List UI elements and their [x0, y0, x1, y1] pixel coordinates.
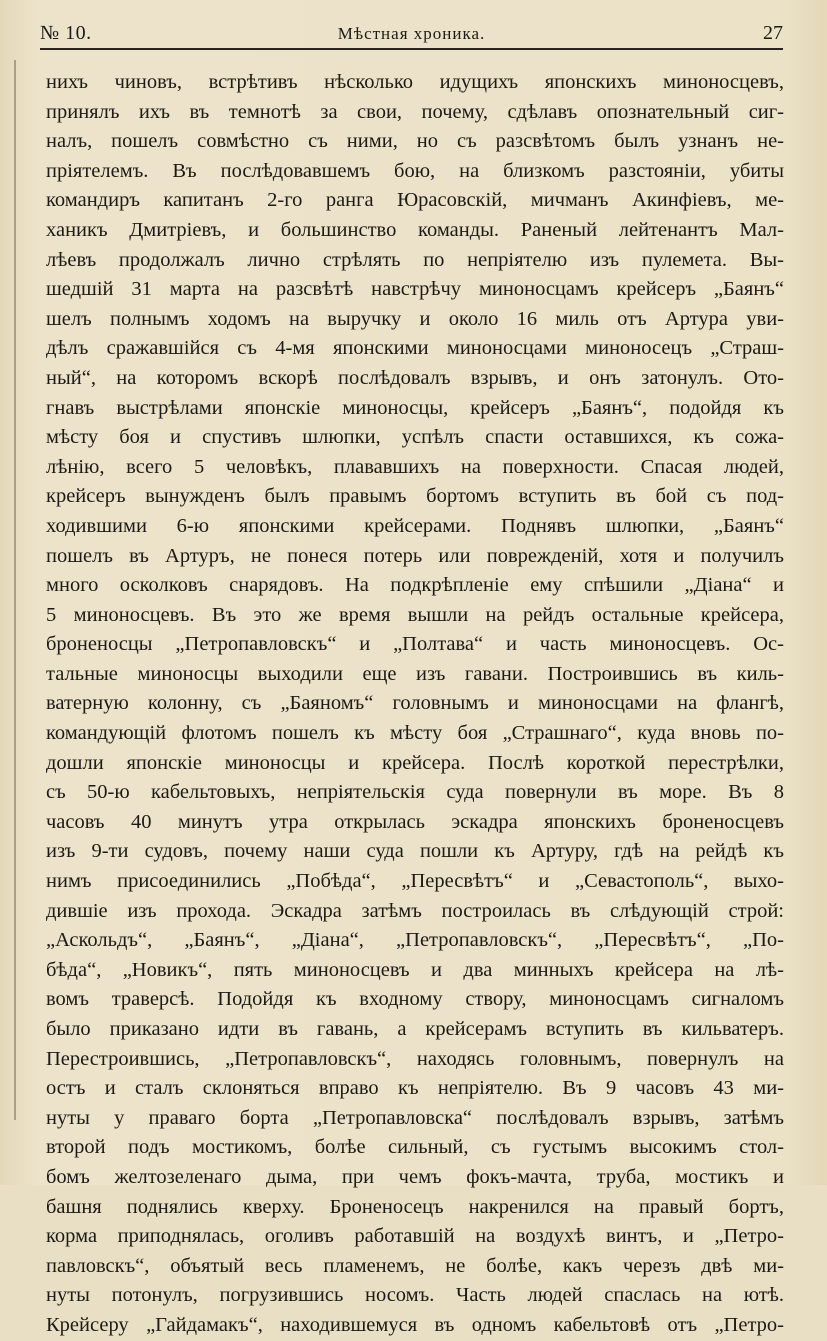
text-line: нуты потонулъ, погрузившись носомъ. Часть людей спаслась на ютѣ. — [46, 1284, 784, 1307]
text-line: гнавъ выстрѣлами японскіе миноносцы, крейсеръ „Баянъ“, подойдя къ — [46, 396, 784, 419]
section-title: Мѣстная хроника. — [337, 24, 486, 43]
text-line: было приказано идти въ гавань, а крейсерамъ вступить въ кильватеръ. — [46, 1018, 784, 1040]
text-line: бѣда“, „Новикъ“, пять миноносцевъ и два минныхъ крейсера на лѣ- — [46, 958, 784, 981]
text-line: корма приподнялась, оголивъ работавшій на воздухѣ винтъ, и „Петро- — [46, 1225, 784, 1248]
page-number: 27 — [763, 22, 783, 44]
text-line: налъ, пошелъ совмѣстно съ ними, но съ разсвѣтомъ былъ узнанъ не- — [46, 130, 784, 153]
article-text — [46, 68, 784, 1341]
text-line: второй подъ мостикомъ, болѣе сильный, съ густымъ высокимъ стол- — [46, 1136, 784, 1159]
text-line: часовъ 40 минутъ утра открылась эскадра японскихъ броненосцевъ — [46, 810, 784, 833]
text-line: пошелъ въ Артуръ, не понеся потерь или поврежденій, хотя и получилъ — [46, 544, 784, 567]
text-line: дошли японскіе миноносцы и крейсера. Послѣ короткой перестрѣлки, — [46, 751, 784, 774]
text-line: 5 миноносцевъ. Въ это же время вышли на рейдъ остальные крейсера, — [46, 603, 784, 626]
text-line: ходившими 6-ю японскими крейсерами. Поднявъ шлюпки, „Баянъ“ — [46, 514, 784, 537]
text-line: нихъ чиновъ, встрѣтивъ нѣсколько идущихъ японскихъ миноносцевъ, — [46, 71, 784, 93]
text-line: вомъ траверсѣ. Подойдя къ входному створу, миноносцамъ сигналомъ — [46, 988, 784, 1011]
text-line: командиръ капитанъ 2-го ранга Юрасовскій, мичманъ Акинфіевъ, ме- — [46, 189, 784, 212]
text-line: ватерную колонну, съ „Баяномъ“ головнымъ и миноносцами на флангѣ, — [46, 692, 784, 715]
text-line: изъ 9-ти судовъ, почему наши суда пошли къ Артуру, гдѣ на рейдѣ къ — [46, 840, 784, 863]
text-line: броненосцы „Петропавловскъ“ и „Полтава“ и часть миноносцевъ. Ос- — [46, 633, 784, 656]
text-line: „Аскольдъ“, „Баянъ“, „Діана“, „Петропавловскъ“, „Пересвѣтъ“, „По- — [46, 929, 784, 952]
running-header — [40, 22, 783, 46]
text-line: остъ и сталъ склоняться вправо къ непріятелю. Въ 9 часовъ 43 ми- — [46, 1077, 784, 1100]
text-line: лѣевъ продолжалъ лично стрѣлять по непріятелю изъ пулемета. Вы- — [46, 248, 784, 271]
text-line: тальные миноносцы выходили еще изъ гавани. Построившись въ киль- — [46, 662, 784, 685]
text-line: башня поднялись кверху. Броненосецъ накренился на правый бортъ, — [46, 1195, 784, 1218]
text-line: лѣнію, всего 5 человѣкъ, плававшихъ на поверхности. Спасая людей, — [46, 455, 784, 478]
issue-number: № 10. — [40, 22, 92, 44]
text-line: мѣсту боя и спустивъ шлюпки, успѣлъ спасти оставшихся, къ сожа- — [46, 426, 784, 449]
text-line: ханикъ Дмитріевъ, и большинство команды. Раненый лейтенантъ Мал- — [46, 218, 784, 241]
text-line: бомъ желтозеленаго дыма, при чемъ фокъ-мачта, труба, мостикъ и — [46, 1165, 784, 1188]
text-line: командующій флотомъ пошелъ къ мѣсту боя „Страшнаго“, куда вновь по- — [46, 722, 784, 745]
page-binding-edge — [14, 60, 16, 1120]
text-line: шедшій 31 марта на разсвѣтѣ навстрѣчу миноносцамъ крейсеръ „Баянъ“ — [46, 278, 784, 301]
text-line: Перестроившись, „Петропавловскъ“, находясь головнымъ, повернулъ на — [46, 1047, 784, 1070]
text-line: принялъ ихъ въ темнотѣ за свои, почему, сдѣлавъ опознательный сиг- — [46, 100, 784, 123]
text-line: нимъ присоединились „Побѣда“, „Пересвѣтъ“ и „Севастополь“, выхо- — [46, 870, 784, 893]
text-line: много осколковъ снарядовъ. На подкрѣпленіе ему спѣшили „Діана“ и — [46, 574, 784, 597]
text-line: Крейсеру „Гайдамакъ“, находившемуся въ одномъ кабельтовѣ отъ „Петро- — [46, 1313, 784, 1336]
text-line: шелъ полнымъ ходомъ на выручку и около 16 миль отъ Артура уви- — [46, 307, 784, 330]
text-line: нуты у праваго борта „Петропавловска“ послѣдовалъ взрывъ, затѣмъ — [46, 1106, 784, 1129]
text-line: съ 50-ю кабельтовыхъ, непріятельскія суда повернули въ море. Въ 8 — [46, 781, 784, 804]
text-line: дѣлъ сражавшійся съ 4-мя японскими миноносцами миноносецъ „Страш- — [46, 337, 784, 360]
text-line: пріятелемъ. Въ послѣдовавшемъ бою, на близкомъ разстояніи, убиты — [46, 159, 784, 182]
text-line: павловскъ“, объятый весь пламенемъ, не болѣе, какъ черезъ двѣ ми- — [46, 1254, 784, 1277]
text-line: крейсеръ вынужденъ былъ правымъ бортомъ вступить въ бой съ под- — [46, 485, 784, 508]
text-line: дившіе изъ прохода. Эскадра затѣмъ построилась въ слѣдующій строй: — [46, 899, 784, 922]
header-rule — [40, 48, 783, 50]
text-line: ный“, на которомъ вскорѣ послѣдовалъ взрывъ, и онъ затонулъ. Ото- — [46, 366, 784, 389]
